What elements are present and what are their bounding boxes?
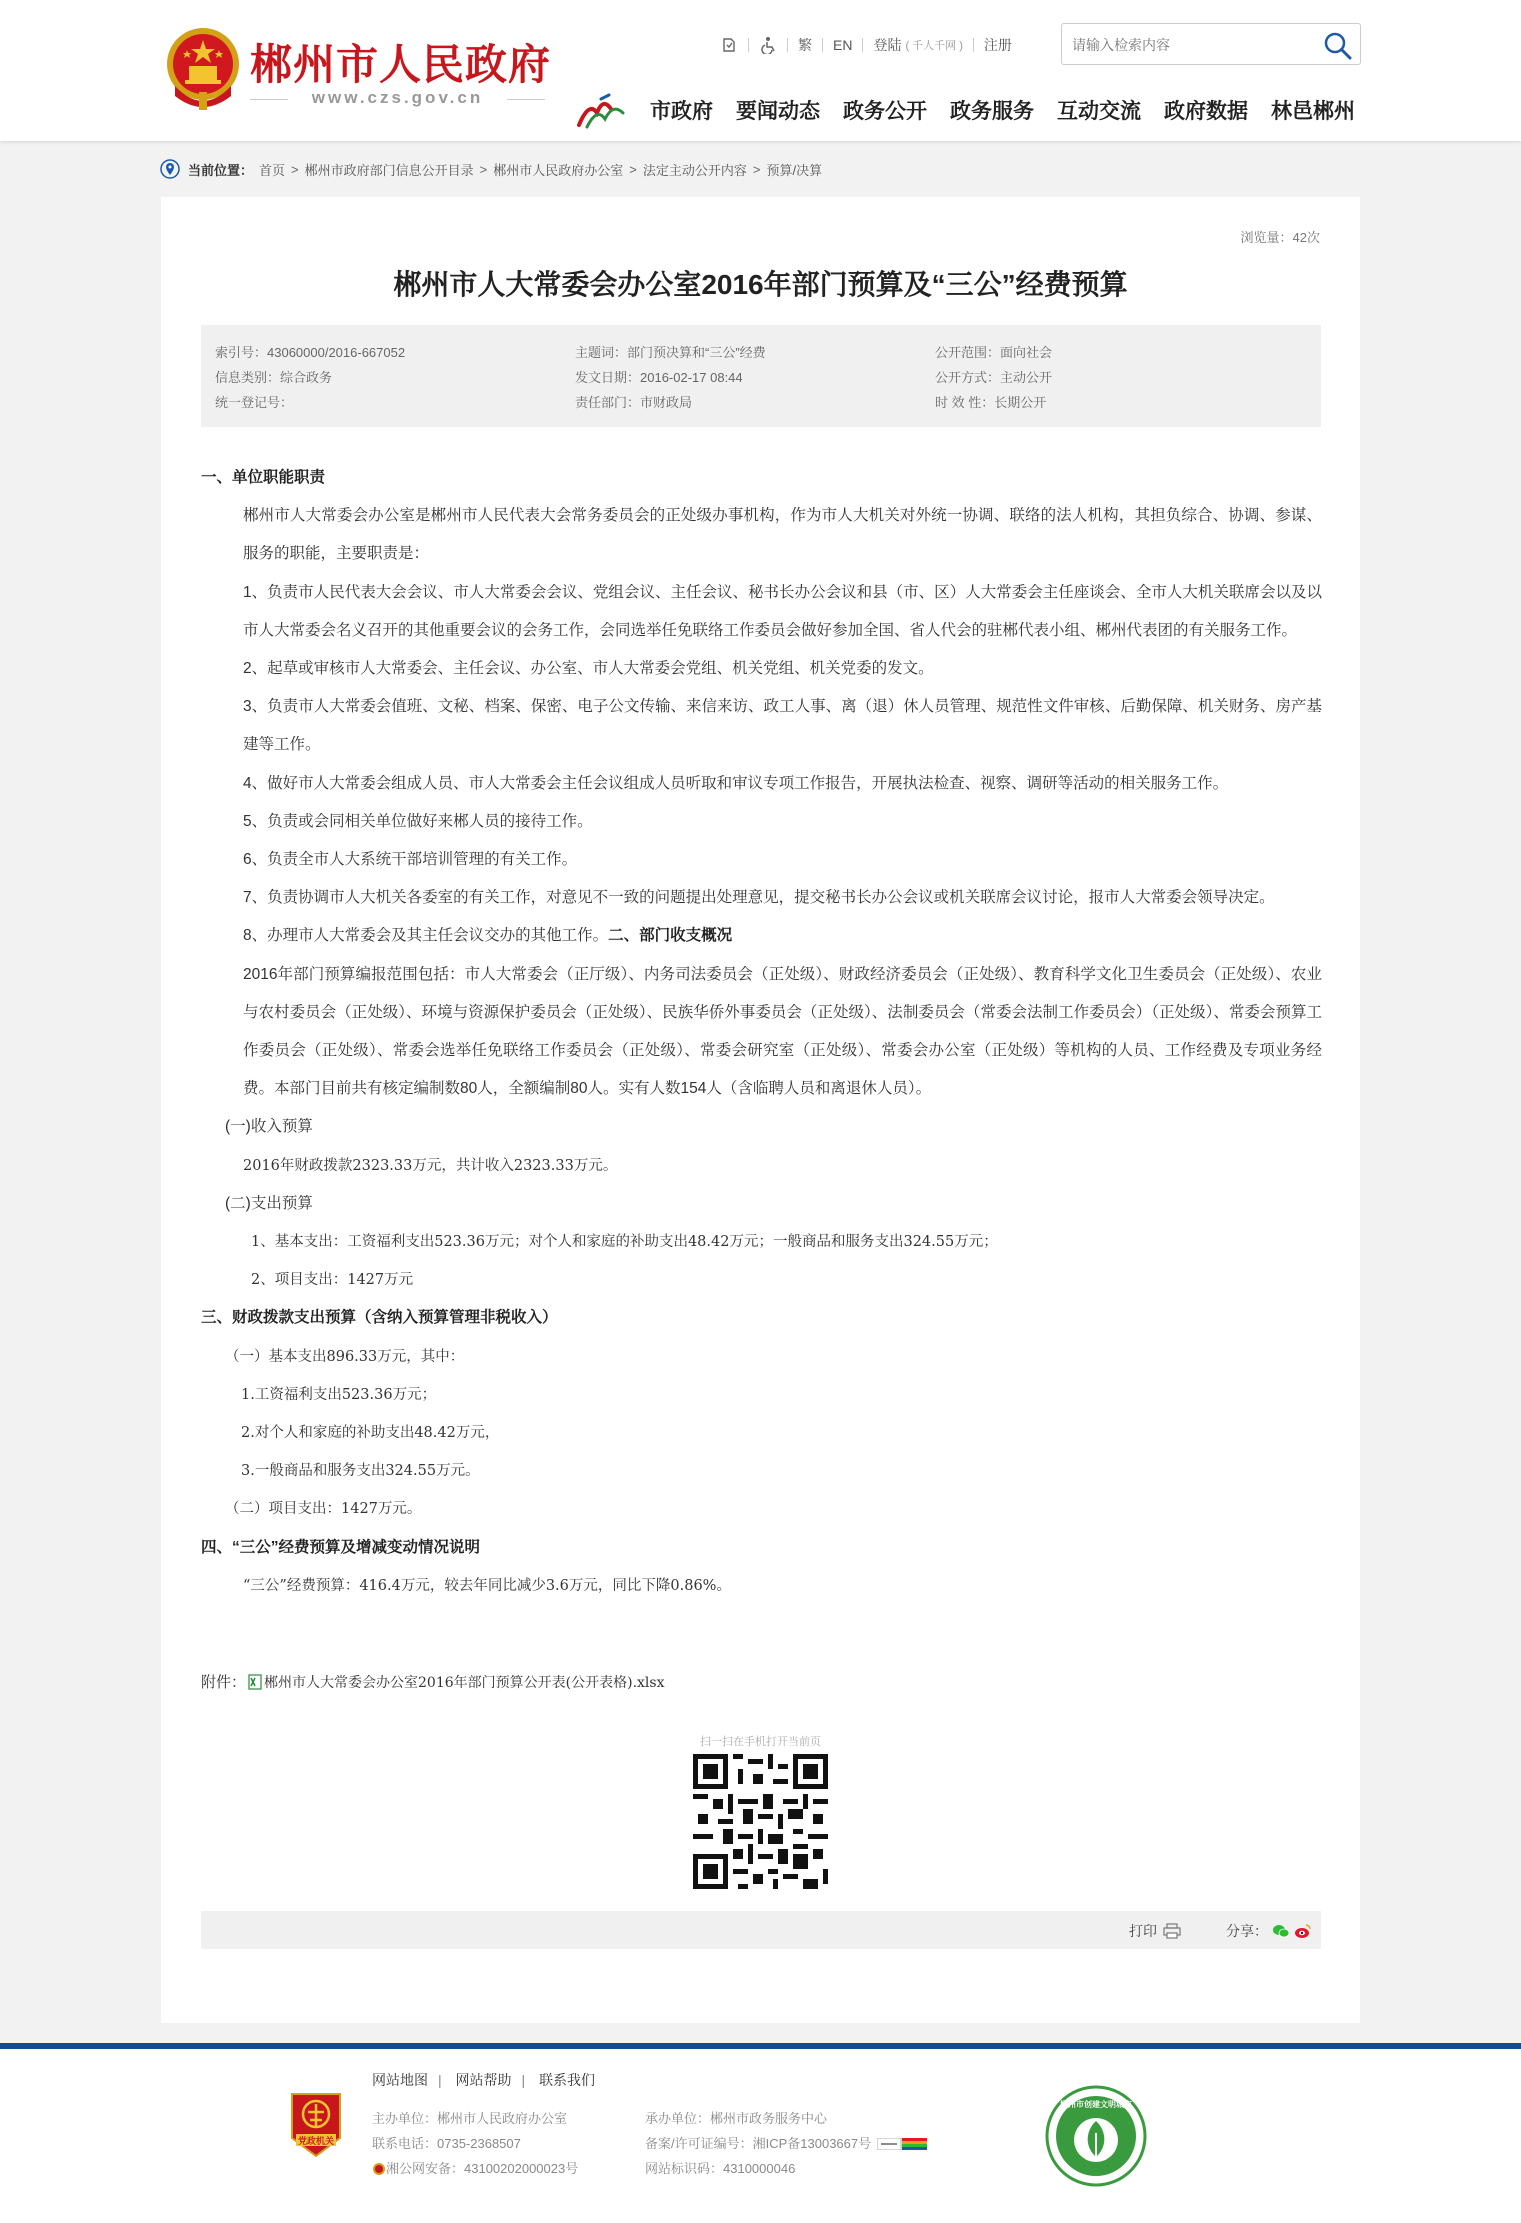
attachment-link[interactable]: 郴州市人大常委会办公室2016年部门预算公开表(公开表格).xlsx [264,1674,665,1691]
excel-file-icon [248,1674,262,1690]
paragraph: 5、负责或会同相关单位做好来郴人员的接待工作。 [243,812,593,830]
meta-reg-no: 统一登记号： [215,395,294,410]
wheelchair-icon[interactable] [759,36,777,54]
article-body [201,459,1322,1605]
paragraph: 2、起草或审核市人大常委会、主任会议、办公室、市人大常委会党组、机关党组、机关党委的发文。 [243,660,934,678]
breadcrumb-office[interactable]: 郴州市人民政府办公室 [493,162,624,178]
paragraph: 1.工资福利支出523.36万元； [241,1386,437,1403]
qr-caption: 扫一扫在手机打开当前页 [700,1736,821,1748]
section-heading: 三、财政拨款支出预算（含纳入预算管理非税收入） [201,1309,558,1327]
paragraph: 2016年部门预算编报范围包括：市人大常委会（正厅级）、内务司法委员会（正处级）、财政经济委员会（正处级）、教育科学文化卫生委员会（正处级）、农业与农村委员会（正处级）、环境与资源保护委员会（正处级）、民族华侨外事委员会（正处级）、法制委员会（常委会法制工作委员会）（正处级）、常委会预算工作委员会（正处级）、常委会选举任免联络工作委员会（正处级）、常委会研究室（正处级）、常委会办公室（正处级）等机构的人员、工作经费及专项业务经费。本部门目前共有核定编制数80人，全额编制80人。实有人数154人（含临聘人员和离退休人员）。 [243,965,1322,1098]
login-link[interactable]: 登陆 [873,37,902,53]
nav-item-gov-affairs[interactable]: 政务公开 [843,100,927,123]
cnzz-stats-icon[interactable] [877,2138,927,2150]
article-meta [201,325,1321,427]
meta-category: 信息类别：综合政务 [215,370,333,385]
paragraph: 4、做好市人大常委会组成人员、市人大常委会主任会议组成人员听取和审议专项工作报告，开展执法检查、视察、调研等活动的相关服务工作。 [243,774,1229,792]
section-heading: 一、单位职能职责 [201,469,326,486]
breadcrumb-statutory[interactable]: 法定主动公开内容 [642,162,747,178]
share-group [1226,1921,1312,1941]
attachment [201,1671,664,1692]
footer-undertaker: 承办单位：郴州市政务服务中心 [645,2111,828,2126]
paragraph: 3、负责市人大常委会值班、文秘、档案、保密、电子公文传输、来信来访、政工人事、离（退）休人员管理、规范性文件审核、后勤保障、机关财务、房产基建等工作。 [243,698,1322,754]
action-bar [201,1911,1321,1949]
qr-code-icon [693,1754,828,1889]
paragraph-text: 8、办理市人大常委会及其主任会议交办的其他工作。 [243,927,609,945]
national-emblem-icon[interactable] [165,26,241,112]
weibo-icon[interactable] [1294,1923,1312,1939]
paragraph: 1、基本支出：工资福利支出523.36万元；对个人和家庭的补助支出48.42万元；一般商品和服务支出324.55万元； [251,1234,998,1251]
login-note: ( 千人千网 ) [905,40,963,52]
paragraph: 7、负责协调市人大机关各委室的有关工作，对意见不一致的问题提出处理意见，提交秘书长办公会议或机关联席会议讨论，报市人大常委会领导决定。 [243,889,1275,907]
paragraph: 2、项目支出：1427万元 [251,1272,414,1289]
meta-mode: 公开方式：主动公开 [935,370,1053,385]
footer-icp[interactable]: 备案/许可证编号：湘ICP备13003667号 [645,2136,872,2151]
paragraph: 2.对个人和家庭的补助支出48.42万元， [241,1425,500,1442]
meta-subject: 主题词：部门预决算和“三公”经费 [575,345,766,360]
nav-item-news[interactable]: 要闻动态 [736,100,820,123]
search-icon[interactable] [1322,30,1354,60]
footer-host: 主办单位：郴州市人民政府办公室 [372,2111,568,2126]
main-nav [650,95,1355,125]
paragraph: （一）基本支出896.33万元，其中： [225,1348,465,1365]
meta-index-no: 索引号：43060000/2016-667052 [215,345,406,360]
article-card [161,197,1360,2023]
site-footer [0,2043,1521,2223]
footer-site-id: 网站标识码：4310000046 [645,2161,796,2176]
site-name[interactable]: 郴州市人民政府 [250,40,552,89]
english-link[interactable]: EN [833,37,853,53]
traditional-chinese-link[interactable]: 繁 [798,37,812,53]
footer-info-left [372,2106,578,2181]
footer-link-sitemap[interactable]: 网站地图 [372,2072,428,2088]
nav-item-linyi[interactable]: 林邑郴州 [1271,100,1355,123]
site-domain: www.czs.gov.cn [250,88,545,108]
section-heading: 四、“三公”经费预算及增减变动情况说明 [201,1538,481,1556]
share-label: 分享： [1226,1923,1268,1939]
meta-validity: 时 效 性：长期公开 [935,395,1047,410]
view-count: 浏览量：42次 [1240,230,1320,245]
accessibility-icon[interactable] [720,36,738,54]
print-button[interactable] [1129,1921,1181,1941]
footer-icp-row [645,2131,927,2156]
badge-text: 党政机关 [297,2137,335,2147]
footer-divider [0,2043,1521,2049]
register-link[interactable]: 注册 [983,37,1012,53]
footer-phone: 联系电话：0735-2368507 [372,2136,521,2151]
search-box [1061,23,1361,65]
paragraph: 郴州市人大常委会办公室是郴州市人民代表大会常务委员会的正处级办事机构，作为市人大机关对外统一协调、联络的法人机构，其担负综合、协调、参谋、服务的职能，主要职责是： [243,507,1322,563]
paragraph: 1、负责市人民代表大会会议、市人大常委会会议、党组会议、主任会议、秘书长办公会议和县（市、区）人大常委会主任座谈会、全市人大机关联席会以及以市人大常委会名义召开的其他重要会议的会务工作，会同选举任免联络工作委员会做好参加全国、省人代会的驻郴代表小组、郴州代表团的有关服务工作。 [243,583,1322,639]
meta-dept: 责任部门：市财政局 [575,395,693,410]
sub-heading: (二)支出预算 [225,1194,313,1212]
wechat-icon[interactable] [1272,1923,1290,1939]
site-header [0,0,1521,141]
print-label: 打印 [1129,1923,1157,1939]
civilized-city-badge-icon[interactable] [1045,2085,1147,2187]
breadcrumb-catalog[interactable]: 郴州市政府部门信息公开目录 [304,162,474,178]
nav-item-city-gov[interactable]: 市政府 [650,100,713,123]
breadcrumb-label: 当前位置： [188,162,254,178]
nav-item-interaction[interactable]: 互动交流 [1057,100,1141,123]
breadcrumb-home[interactable]: 首页 [259,162,286,178]
footer-info-right [645,2106,927,2181]
party-gov-badge-icon[interactable] [288,2090,344,2160]
section-heading: 二、部门收支概况 [608,927,733,945]
paragraph: “三公”经费预算：416.4万元，较去年同比减少3.6万元，同比下降0.86%。 [243,1577,731,1594]
paragraph: 6、负责全市人大系统干部培训管理的有关工作。 [243,851,578,869]
breadcrumb: 当前位置： 首页 > 郴州市政府部门信息公开目录 > 郴州市人民政府办公室 > 法定主动公开内容 > 预算/决算 [160,158,822,180]
footer-police[interactable]: 湘公网安备：43100202000023号 [386,2161,579,2176]
meta-date: 发文日期：2016-02-17 08:44 [575,370,743,385]
police-emblem-icon [372,2162,386,2176]
footer-links: 网站地图 | 网站帮助 | 联系我们 [372,2072,596,2088]
top-links [720,34,1012,56]
search-input[interactable] [1072,33,1302,57]
sub-heading: (一)收入预算 [225,1118,313,1136]
paragraph: （二）项目支出：1427万元。 [225,1501,422,1518]
nav-item-gov-services[interactable]: 政务服务 [950,100,1034,123]
nav-home-logo-icon[interactable] [575,93,627,129]
paragraph: 3.一般商品和服务支出324.55万元。 [241,1463,480,1480]
meta-scope: 公开范围：面向社会 [935,345,1053,360]
location-icon [160,159,180,179]
paragraph [201,917,1322,955]
article-title: 郴州市人大常委会办公室2016年部门预算及“三公”经费预算 [393,269,1128,300]
breadcrumb-budget[interactable]: 预算/决算 [766,162,823,178]
footer-link-contact[interactable]: 联系我们 [539,2072,596,2088]
paragraph: 2016年财政拨款2323.33万元，共计收入2323.33万元。 [243,1157,618,1174]
footer-police-row [372,2156,578,2181]
attachment-label: 附件： [201,1674,247,1691]
nav-item-gov-data[interactable]: 政府数据 [1164,100,1248,123]
footer-link-help[interactable]: 网站帮助 [455,2072,512,2088]
printer-icon [1163,1923,1181,1939]
civ-badge-text: 郴州市创建文明城市 [1060,2100,1132,2109]
